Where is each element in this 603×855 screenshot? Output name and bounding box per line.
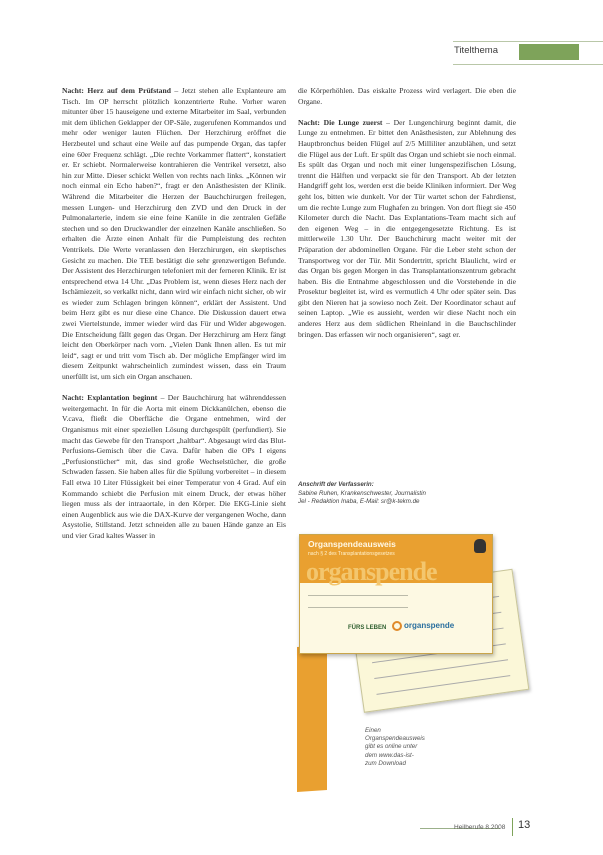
section-rubric: Titelthema	[454, 45, 498, 56]
paragraph-body: die Körperhöhlen. Das eiskalte Prozess wird verlagert. Die eben die Organe.	[298, 86, 516, 106]
article-column-left	[62, 86, 286, 812]
card-title: Organspendeausweis	[308, 539, 396, 549]
author-info	[298, 481, 513, 507]
paragraph-body: – Der Lungenchirurg beginnt damit, die Lunge zu entnehmen. Er bittet den Anästhesisten, zur Ablehnung des Hauptbronchus beiden Flügel auf 2/5 Milliliter anzublähen, und setzt die Flügel aus der Luft. Er spült das Organ und schiebt sie noch einmal. Es spült das Organ und noch mit einer lungenspezifischen Lösung, trennt die Hälften und verpackt sie für den Transport. Ab der letzten Handgriff geht los, werden erst die beide Kliniken informiert. Der Weg geht los, bitten wie dunkelt. Vor der Tür wartet schon der Fahrdienst, um die rechte Lunge zum Flughafen zu bringen. Von dort fliegt sie 450 Kilometer durch die Nacht. Das Explantations-Team macht sich auf den eigenen Weg – in die entgegengesetzte Richtung. Es ist mittlerweile 1.30 Uhr. Der Bauchchirurg macht weiter mit der Präparation der abdominellen Organe. Für die Leber steht schon der Transportweg vor der Tür. Mit Sondertritt, spricht Blaulicht, wird er das Organ bis gegen Morgen in das Transplantationszentrum gebracht haben. Bis die Entnahme abgeschlossen und die Vorstehende in die Prosektur begleitet ist, wird es vermutlich 4 Uhr oder später sein. Das gibt den Nieren hat ja sowieso noch Zeit. Der Koordinator schaut auf seinen Laptop. „Wie es aussieht, werden wir diese Nacht noch ein anderes Herz aus dem südlichen Rheinland in die Bauchschlinder bringen. Das erfassen wir noch organisieren“, sagt er.	[298, 117, 516, 339]
logo-fuers-leben: FÜRS LEBEN	[348, 625, 387, 631]
organspende-logo-icon	[392, 621, 402, 631]
author-heading: Anschrift der Verfasserin:	[298, 481, 374, 488]
card-side-strip	[297, 645, 327, 792]
author-line: Sabine Ruhen, Krankenschwester, Journalistin	[298, 489, 426, 497]
author-line: Jel - Redaktion Inaba, E-Mail: sr@k-tekm.de	[298, 498, 420, 506]
card-field-line	[308, 595, 408, 596]
card-subtitle: nach § 2 des Transplantationsgesetzes	[308, 551, 395, 557]
paragraph	[298, 86, 516, 107]
donor-card-figure	[297, 534, 519, 792]
header-accent-block	[519, 44, 579, 60]
paragraph	[62, 86, 286, 383]
card-field-line	[308, 607, 408, 608]
card-line	[374, 659, 508, 679]
paragraph	[298, 118, 516, 340]
logo-organspende: organspende	[404, 621, 455, 630]
footer-magazine: Heilberufe 8.2008	[454, 824, 506, 831]
paragraph-lead: Nacht: Herz auf dem Prüfstand	[62, 86, 171, 95]
donor-card-front	[299, 534, 493, 654]
paragraph-lead: Nacht: Die Lunge zuerst	[298, 117, 383, 127]
paragraph-body: – Jetzt stehen alle Explanteure am Tisch. Im OP herrscht plötzlich konzentrierte Ruhe. Vorher waren mitunter über 15 hauseigene und externe Mitarbeiter im Saal, verbunden mit dem üblichen Geklapper der OP-Säle, zugerufenen Kommandos und mehr oder weniger lauten Flüchen. Der Herzchirurg eröffnet die Herzbeutel und schaut eine Weile auf das pumpende Organ, das tapfer eine 60er Frequenz schlägt. „Die rechte Vorkammer flattert“, konstatiert er. Er schiebt. Normalerweise kontrahieren die Ventrikel versetzt, also hin zur Mitte. Dieser schickt Wellen von rechts nach links. „Können wir noch einmal ein Echo haben?“, fragt er den Anästhesisten der Klinik. Während die Mitarbeiter die Herzen der Bauchchirurgen freilegen, messen Lungen- und Herzchirurg den ZVD und den Druck in der Pulmonalarterie, indem sie eine feine Kanüle in die zentralen Gefäße stechen und so den Druckwandler der einzelnen Kanäle anschließen. So erhalten die Ärzte einen Anhalt für die Pumpleistung des rechten Ventrikels. Die Werte veranlassen den Herzchirurgen, ein skeptisches Gesicht zu machen. Die TEE bestätigt die sehr grenzwertigen Befunde. Der Assistent des Herzchirurgen telefoniert mit der ferneren Klinik. Er ist entsprechend etwa 14 Uhr. „Das Problem ist, wenn dieses Herz nach der Ischämiezeit, so verkalkt nicht, dann wird wir einfach nicht sicher, ob wir es wieder zum Schlagen bringen können“, erklärt der Assistent. Und beim Herz gibt es nur diese eine Chance. Die Diskussion dauert etwa zwei Viertelstunde, immer wieder wird das Für und Wider abgewogen. Die Entscheidung fällt gegen das Organ. Der Herzchirurg am Herz fängt leicht den Oberkörper nach vorn. „Vielen Dank Ihnen allen. Es tut mir leid“, sagt er und tritt vom Tisch ab. Der mögliche Empfänger wird im diesem Zeitpunkt wahrscheinlich zumindest wissen, dass ein Traum unerfüllt ist, um sich ein Organ anschauen.	[62, 86, 286, 382]
paragraph-body: – Der Bauchchirurg hat währenddessen weitergemacht. In für die Aorta mit einem Dickkanülchen, ebenso die V.cava, fließt die Oberfläche die Organe entnehmen, wird der Organismus mit einer speziellen Lösung durchgespült (perfundiert). Sie macht das Gewebe für den Transport „haltbar“. Abgesaugt wird das Blut-Perfusions-Gemisch über die Cava. Dafür haben die OPs I eigens „Perfusionstücher“ mit, das sind große Wechselstücher, die große Schwaden fassen. Sie haben alles für die Spülung vorbereitet – in diesem Fall etwa 10 Liter Flüssigkeit bei einer Temperatur von 4 Grad. Auf ein Kommando schiebt die Perfusion mit einem Druck, der etwas höher liegen muss als der intraaortale, in den Körper. Die EKG-Linie sieht einen Augenblick aus wie die DAX-Kurve der vergangenen Woche, dann Asystolie, Stillstand. Jetzt schneiden alle zu bauen Hände ganze an Eis und vier Grad kaltes Wasser in	[62, 393, 286, 540]
article-column-right	[298, 86, 516, 466]
paragraph-lead: Nacht: Explantation beginnt	[62, 393, 158, 403]
figure-caption: Einen Organspendeausweis gibt es online unter dem www.das-ist-zum Download	[365, 727, 425, 767]
card-line	[376, 675, 510, 695]
paragraph	[62, 393, 286, 541]
page-number: 13	[518, 819, 531, 831]
eagle-emblem-icon	[474, 539, 486, 553]
card-wordmark: organspende	[306, 557, 437, 586]
